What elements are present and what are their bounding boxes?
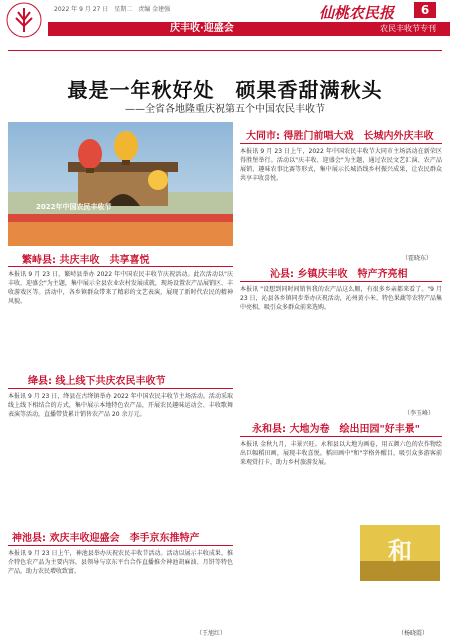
article-title-qinxian: 沁县: 乡镇庆丰收 特产齐亮相 [270,269,408,280]
article-divider [240,143,442,144]
page-number: 6 [414,2,436,18]
main-headline: 最是一年秋好处 硕果香甜满秋头 [67,78,383,102]
article-body-qinxian: 本报讯 "设想到同时间销售我的农产品这么顺，有很多乡亲都来看了。"9 月 23 日，沁县各乡镇同步举办庆祝活动，沁州黄小米、特色果蔬等农特产品集中亮相，吸引众多群众前来选购。 [240,286,442,311]
article-title-yonghe: 永和县: 大地为卷 绘出田园"好丰景" [252,424,420,435]
wheat-logo-icon [6,2,42,38]
article-body-shenchi: 本报讯 9 月 23 日上午，神池县举办庆祝农民丰收节活动。活动以展示丰收成果、推介特色农产品为主要内容。县领导与京东平台合作直播推介神池胡麻油、月饼等特色产品，助力农民增收致富。 [8,550,233,575]
header-divider [8,50,442,51]
column-tag: 农民丰收节专刊 [380,24,436,33]
article-body-fanshi: 本报讯 9 月 23 日，繁峙县举办 2022 年中国农民丰收节庆祝活动。此次活动以"庆丰收、迎盛会"为主题，集中展示全县农业农村发展成就，现场设置农产品展销区、丰收游戏区等。活动中，各乡镇群众带来了精彩的文艺表演，展现了新时代农民的精神风貌。 [8,271,233,305]
article-divider [8,266,233,267]
main-subheadline: ——全省各地隆重庆祝第五个中国农民丰收节 [125,104,325,115]
article-title-datong: 大同市: 得胜门前唱大戏 长城内外庆丰收 [246,131,434,142]
article-author-datong: （霍晓东） [402,255,433,262]
svg-text:和: 和 [388,536,412,565]
article-title-fanshi: 繁峙县: 共庆丰收 共享喜悦 [22,255,150,266]
rice-field-art-photo [360,525,440,581]
article-title-jiangxian: 绛县: 线上线下共庆农民丰收节 [28,376,166,387]
article-divider [240,436,442,437]
article-author-shenchi: （王旭红） [196,630,227,637]
newspaper-masthead: 仙桃农民报 [318,4,394,22]
article-divider [240,281,442,282]
article-divider [8,388,233,389]
festival-photo [8,122,233,246]
article-body-yonghe: 本报讯 金秋九月，丰景兴旺。永和县以大地为画卷，用五颜六色的农作物绘出巨幅稻田画，展现丰收喜悦。稻田画中"和"字格外醒目，吸引众多游客前来观赏打卡，助力乡村旅游发展。 [240,441,442,466]
page-header [0,0,450,46]
issue-date-line: 2022 年 9 月 27 日 星期二 责编 金建强 [54,6,171,13]
article-body-datong: 本报讯 9 月 23 日上午，2022 年中国农民丰收节大同市主场活动在新荣区得胜堡举行。活动以"庆丰收、迎盛会"为主题，通过农民文艺汇演、农产品展销、趣味农事比赛等形式，集中展示长城沿线乡村振兴成果，让农民群众共享丰收喜悦。 [240,148,442,182]
article-divider [8,545,233,546]
article-body-jiangxian: 本报讯 9 月 23 日，绛县在古绛镇举办 2022 年中国农民丰收节主场活动。活动采取线上线下相结合的方式，集中展示本地特色农产品，开展农民趣味运动会、丰收歌舞表演等活动，直播带货累计销售农产品 20 余万元。 [8,393,233,418]
article-title-shenchi: 神池县: 欢庆丰收迎盛会 李手京东推特产 [12,533,200,544]
photo-banner-text: 2022年中国农民丰收节 [36,203,112,211]
article-author-qinxian: （李玉峰） [404,410,435,417]
festival-photo-illustration [8,122,233,246]
article-author-yonghe: （杨晓霞） [398,630,429,637]
section-title: 庆丰收·迎盛会 [170,23,234,34]
